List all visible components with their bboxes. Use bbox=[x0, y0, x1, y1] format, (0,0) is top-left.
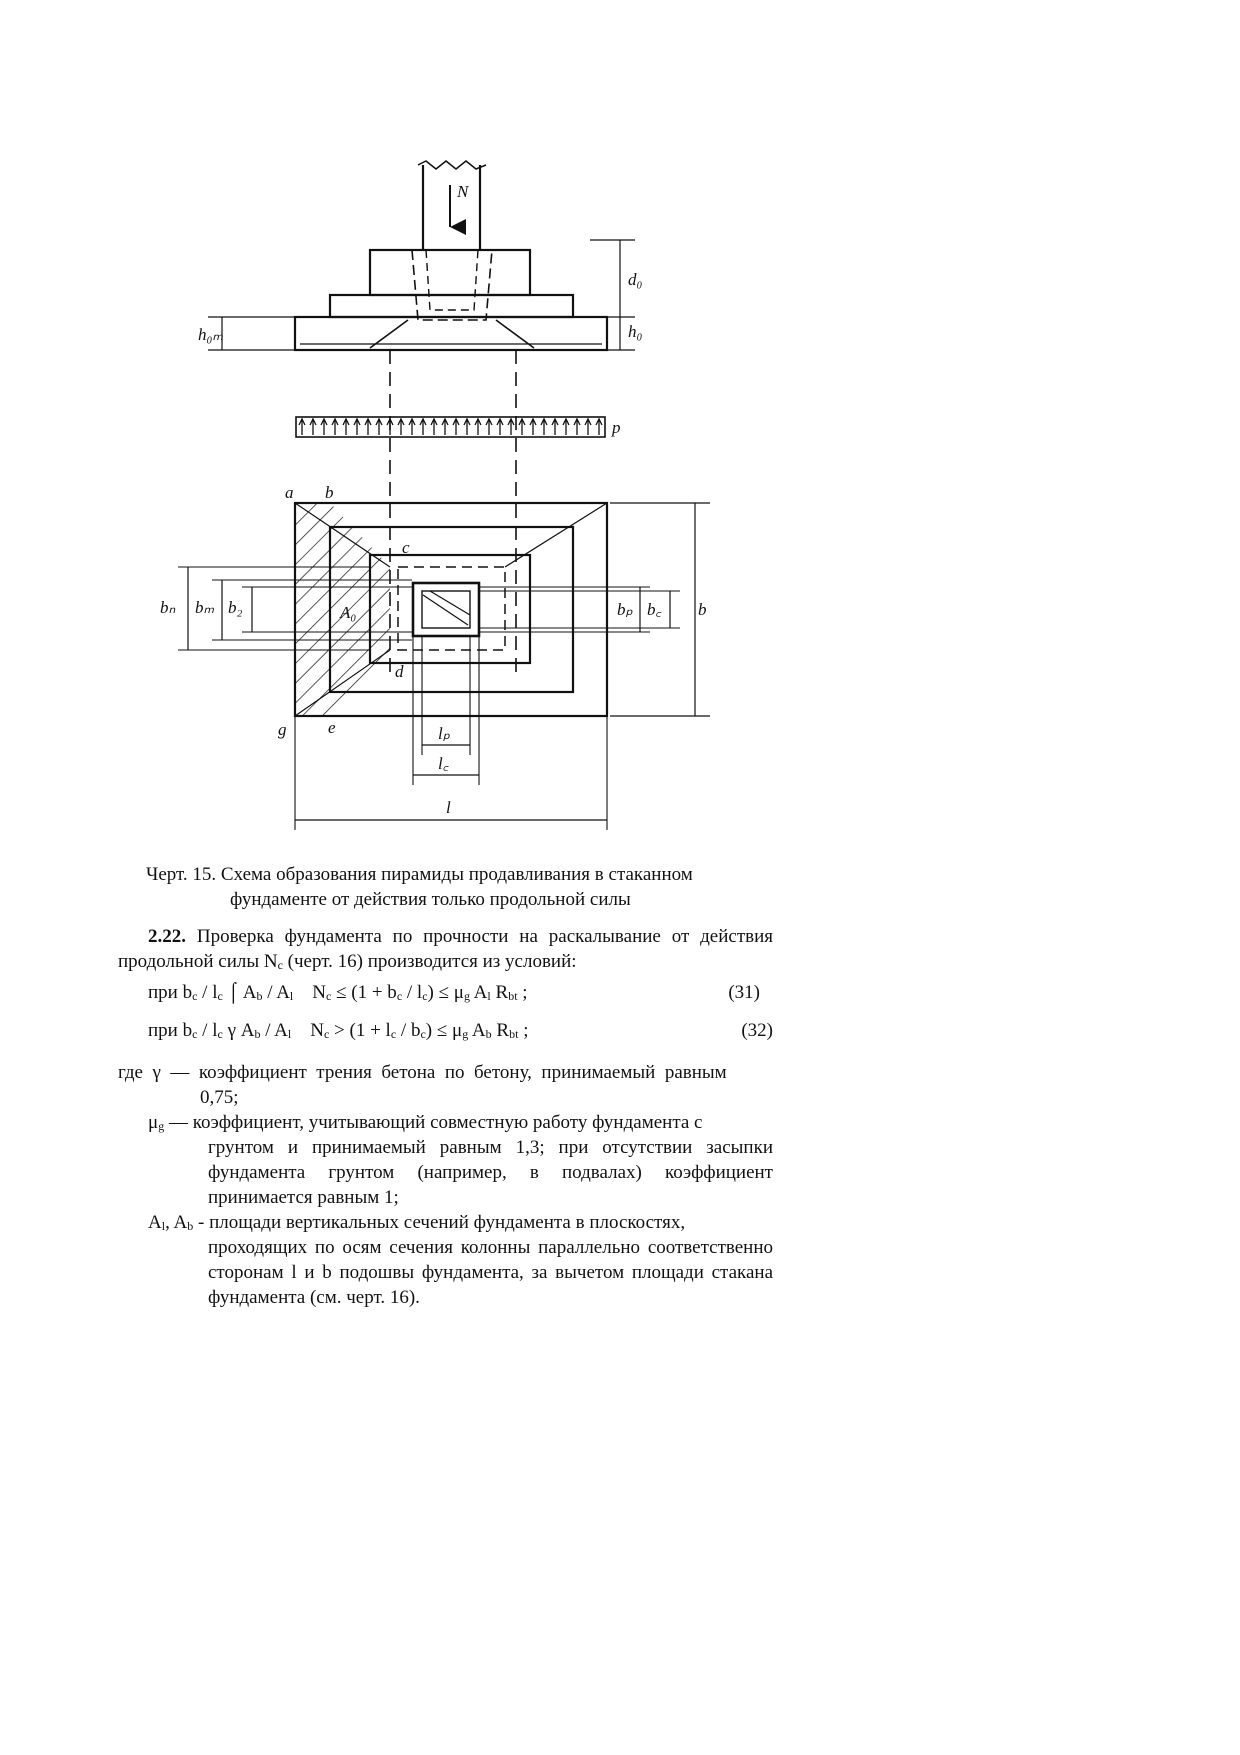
formula-32-number: (32) bbox=[741, 1020, 773, 1041]
label-N: N bbox=[457, 182, 469, 201]
label-d: d bbox=[395, 662, 404, 681]
definition-gamma: где γ — коэффициент трения бетона по бетону, принимаемый равным 0,75; bbox=[118, 1062, 727, 1108]
label-h0m: h₀ₘ bbox=[198, 325, 224, 344]
label-bm: bₘ bbox=[195, 598, 215, 617]
paragraph-2-22: 2.22. Проверка фундамента по прочности на раскалывание от действия продольной силы $N_c$ (черт. 16) производится из условий: bbox=[118, 926, 773, 972]
label-g: g bbox=[278, 720, 287, 739]
formula-31-number: (31) bbox=[728, 982, 760, 1003]
label-b2: b₂ bbox=[228, 598, 243, 617]
label-bn: bₙ bbox=[160, 598, 176, 617]
foundation-punching-diagram bbox=[150, 155, 730, 845]
label-e: e bbox=[328, 718, 336, 737]
label-p: p bbox=[612, 418, 621, 437]
definition-areas: $A_l$, $A_b$ - площади вертикальных сечений фундамента в плоскостях, проходящих по осям сечения колонны параллельно соответственно сторонам l и b подошвы фундамента, за вычетом площади стакана фундамента (см. черт. 16). bbox=[148, 1212, 773, 1308]
label-c: c bbox=[402, 538, 410, 557]
definition-mu: $\mu_g$ — коэффициент, учитывающий совместную работу фундамента с грунтом и принимаемый равным 1,3; при отсутствии засыпки фундамента грунтом (например, в подвалах) коэффициент принимается равным 1; bbox=[148, 1112, 773, 1208]
label-d0: d₀ bbox=[628, 270, 643, 289]
formula-31: при $b_c / l_c$ ⌠ $A_b / A_l$ $N_c \le (1 + b_c / l_c) \le \mu_g$ $A_l$ $R_{bt}$ ; (31) bbox=[148, 982, 760, 1003]
label-a: a bbox=[285, 483, 294, 502]
label-bp: bₚ bbox=[617, 600, 633, 619]
label-b-point: b bbox=[325, 483, 334, 502]
label-h0: h₀ bbox=[628, 322, 643, 341]
label-l: l bbox=[446, 798, 451, 817]
label-lc: l꜀ bbox=[438, 754, 449, 773]
figure-caption-line2: фундаменте от действия только продольной силы bbox=[230, 889, 631, 910]
paragraph-number: 2.22. bbox=[148, 926, 186, 947]
label-bc: b꜀ bbox=[647, 600, 662, 619]
figure-caption-line1: Черт. 15. Схема образования пирамиды продавливания в стаканном bbox=[146, 864, 693, 885]
label-b-total: b bbox=[698, 600, 707, 619]
label-lp: lₚ bbox=[438, 724, 451, 743]
label-A0: A₀ bbox=[340, 603, 357, 622]
formula-32: при $b_c / l_c$ γ $A_b / A_l$ $N_c > (1 + l_c / b_c) \le \mu_g$ $A_b$ $R_{bt}$ ; (32) bbox=[148, 1020, 773, 1041]
